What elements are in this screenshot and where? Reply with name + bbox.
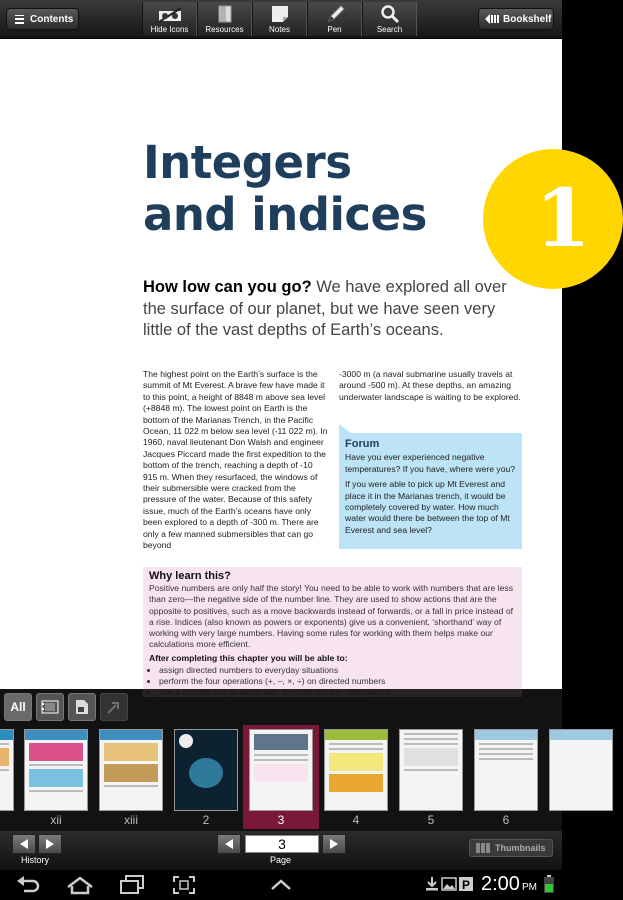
filter-video-button[interactable] — [36, 693, 64, 721]
document-icon — [75, 699, 89, 715]
clock-time: 2:00 — [481, 873, 520, 895]
chapter-number-badge — [483, 149, 623, 289]
contents-button[interactable] — [6, 8, 79, 30]
home-icon[interactable] — [66, 875, 94, 895]
notes-label: Notes — [269, 25, 290, 34]
body-column-1: The highest point on the Earth’s surface is the summit of Mt Everest. A brave few have made it to this point, a height of 8848 m above sea level (+8848 m). The lowest point on Earth is the bottom of the Marianas Trench, in the Pacific Ocean, 11 022 m below sea level (-11 022 m). In 1960, naval lieutenant Don Walsh and engineer Jacques Piccard made the first expedition to the bottom of the trench, reaching a depth of -10 915 m. When they resurfaced, the windows of their submersible were cracked from the pressure of the water. Because of this safety issue, much of the Earth’s oceans have only been explored to a depth of -300 m. There are only a few manned submersibles that can go beyond — [143, 369, 328, 551]
history-label: History — [21, 855, 50, 865]
history-forward-button[interactable] — [38, 834, 62, 854]
clock — [481, 873, 537, 896]
chevron-up-icon[interactable] — [270, 879, 292, 891]
filter-document-button[interactable] — [68, 693, 96, 721]
thumbnail-partial[interactable] — [549, 729, 613, 811]
chapter-title — [143, 137, 427, 241]
image-icon — [441, 876, 457, 892]
clock-ampm: PM — [521, 882, 537, 893]
why-subheading: After completing this chapter you will be able to: — [149, 653, 348, 664]
notes-button[interactable] — [252, 2, 307, 36]
thumbnails-label: Thumbnails — [495, 843, 546, 853]
arrow-right-icon — [46, 839, 54, 849]
search-label: Search — [376, 25, 403, 34]
screenshot-icon[interactable] — [172, 875, 196, 895]
thumbnail-label: 6 — [502, 813, 510, 827]
forum-question-2: If you were able to pick up Mt Everest and place it in the Marianas trench, it would be completely covered by water. How much water would there be between the top of Mt Everest and sea level? — [345, 479, 510, 535]
thumbnail-label: 2 — [202, 813, 210, 827]
svg-text:P: P — [462, 878, 471, 892]
forum-question-1: Have you ever experienced negative temperatures? If you have, where were you? — [345, 452, 516, 474]
bookshelf-label: Bookshelf — [503, 13, 552, 25]
list-icon — [15, 15, 24, 24]
why-body: Positive numbers are only half the story! You need to be able to work with numbers that are less than zero—the negative side of the number line. They are used to show actions that are the opposite to positives, such as a move backwards instead of forwards, or a fall in price instead of a rise. Indices (also known as powers or exponents) give us a convenient, ‘shorthand’ way of working with very large numbers. Having some rules for working with them helps make our calculations more efficient. — [149, 583, 514, 650]
thumbnail-strip — [0, 689, 562, 831]
download-icon — [425, 876, 439, 892]
battery-icon — [544, 875, 554, 893]
why-learn-box — [143, 567, 522, 697]
lead-rest: We have explored all over the surface of our planet, but we have seen very little of the vast depths of Earth’s oceans. — [143, 278, 507, 339]
filter-link-button[interactable] — [100, 693, 128, 721]
thumbnail-xii[interactable] — [24, 729, 88, 811]
hide-icons-button[interactable] — [142, 2, 197, 36]
arrow-left-icon — [225, 839, 233, 849]
thumbnail-xiii[interactable] — [99, 729, 163, 811]
chapter-title-line2: and indices — [143, 188, 427, 241]
body-column-2: -3000 m (a naval submarine usually travels at around -500 m). At these depths, an amazing underwater landscape is waiting to be explored. — [339, 369, 521, 402]
forum-box — [339, 433, 522, 549]
thumbnail-row — [0, 725, 562, 829]
search-button[interactable] — [362, 2, 417, 36]
resources-label: Resources — [205, 25, 244, 34]
thumbnail-label: xii — [50, 813, 62, 827]
thumbnails-toggle-button[interactable] — [469, 839, 553, 857]
top-toolbar — [0, 0, 562, 39]
page-number-input[interactable]: 3 — [245, 835, 319, 853]
bookshelf-button[interactable] — [478, 8, 554, 30]
pen-icon — [325, 5, 345, 23]
hide-icons-icon — [157, 7, 183, 23]
thumbnail-label: 4 — [352, 813, 360, 827]
p-notification-icon — [459, 876, 473, 892]
pen-button[interactable] — [307, 2, 362, 36]
system-bar — [0, 870, 562, 900]
thumbnails-icon — [476, 843, 490, 853]
bookshelf-icon — [485, 13, 499, 25]
thumbnail-6[interactable] — [474, 729, 538, 811]
arrow-right-icon — [330, 839, 338, 849]
next-page-button[interactable] — [322, 834, 346, 854]
history-back-button[interactable] — [12, 834, 36, 854]
filter-all-button[interactable]: All — [4, 693, 32, 721]
chapter-number: 1 — [535, 171, 591, 265]
pen-label: Pen — [327, 25, 342, 34]
thumbnail-2[interactable] — [174, 729, 238, 811]
list-item: • perform the four operations (+, –, ×, ÷) on directed numbers — [159, 676, 516, 687]
thumbnail-4[interactable] — [324, 729, 388, 811]
link-arrow-icon — [106, 699, 122, 715]
hide-icons-label: Hide Icons — [150, 25, 189, 34]
thumbnail-5[interactable] — [399, 729, 463, 811]
list-item: • assign directed numbers to everyday situations — [159, 665, 516, 676]
thumbnail-label: xiii — [124, 813, 138, 827]
video-icon — [41, 700, 59, 714]
lead-bold: How low can you go? — [143, 278, 312, 296]
thumbnail-3[interactable] — [249, 729, 313, 811]
why-heading: Why learn this? — [149, 570, 231, 582]
recent-apps-icon[interactable] — [119, 875, 145, 895]
forum-heading: Forum — [345, 438, 380, 450]
search-icon — [380, 5, 400, 23]
tool-group — [142, 2, 417, 36]
back-icon[interactable] — [16, 875, 40, 895]
lead-paragraph — [143, 277, 513, 342]
contents-label: Contents — [30, 13, 74, 25]
thumbnail-partial[interactable] — [0, 729, 14, 811]
thumbnail-label: 5 — [427, 813, 435, 827]
chapter-title-line1: Integers — [143, 136, 352, 189]
thumbnail-label: 3 — [277, 813, 285, 827]
resources-button[interactable] — [197, 2, 252, 36]
arrow-left-icon — [20, 839, 28, 849]
resources-icon — [216, 5, 234, 23]
book-page[interactable] — [0, 39, 591, 689]
page-label: Page — [270, 855, 292, 865]
notes-icon — [271, 5, 289, 23]
previous-page-button[interactable] — [217, 834, 241, 854]
filter-buttons — [4, 693, 132, 721]
page-navigation-bar — [0, 831, 562, 870]
